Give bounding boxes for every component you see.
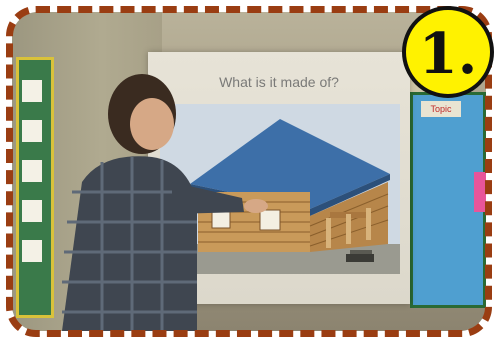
slide-title: What is it made of? — [219, 74, 339, 90]
badge-number: 1. — [418, 21, 478, 87]
topic-tag: Topic — [421, 101, 461, 117]
number-badge — [402, 6, 494, 98]
